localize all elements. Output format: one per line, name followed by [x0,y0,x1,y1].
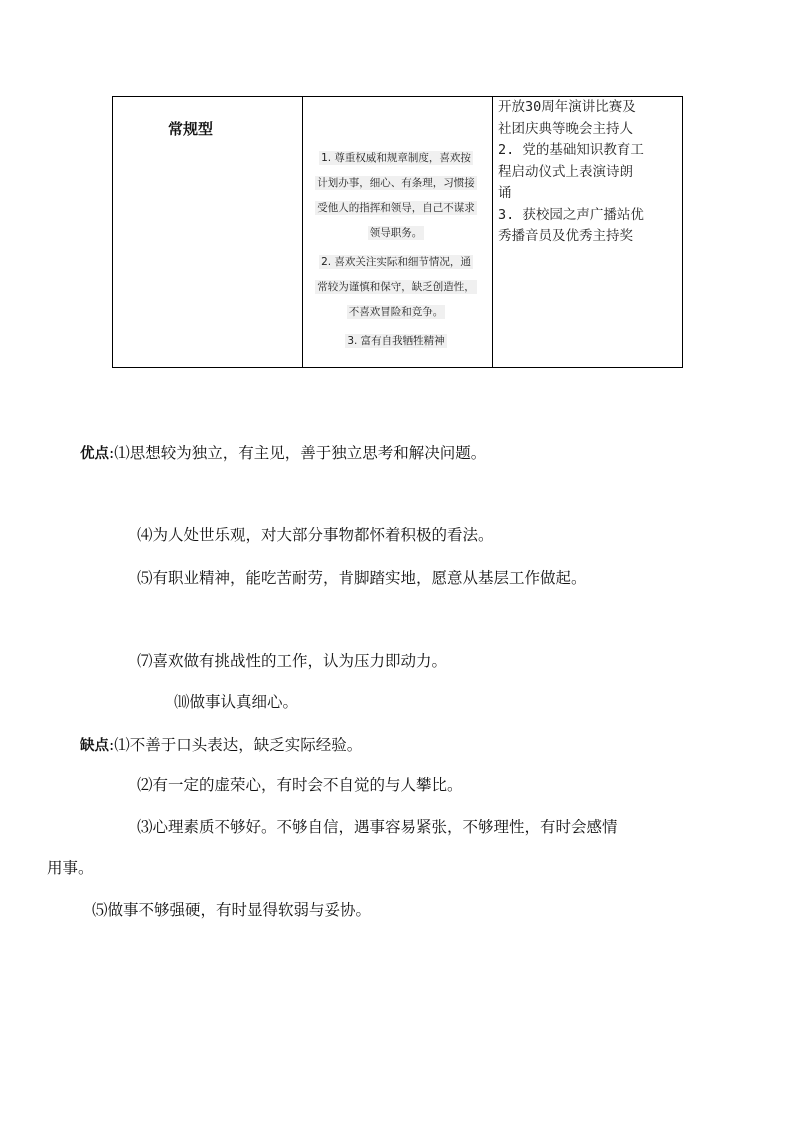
awards-list [498,97,676,248]
award-line: 2. 党的基础知识教育工 [498,142,644,158]
trait-line: 不喜欢冒险和竞争。 [348,306,444,318]
trait-line: 3. 富有自我牺牲精神 [347,335,445,347]
weaknesses-line [80,733,362,755]
strength-item: ⑷为人处世乐观，对大部分事物都怀着积极的看法。 [137,526,494,544]
strength-item: ⑺喜欢做有挑战性的工作，认为压力即动力。 [137,652,448,670]
trait-line: 受他人的指挥和领导，自己不谋求 [317,202,475,214]
award-line: 社团庆典等晚会主持人 [498,120,633,137]
weakness-item: ⑶心理素质不够好。不够自信，遇事容易紧张，不够理性，有时会感情 [137,818,618,836]
weakness-item: :⑴不善于口头表达，缺乏实际经验。 [109,736,363,754]
strength-item: ⑸有职业精神，能吃苦耐劳，肯脚踏实地，愿意从基层工作做起。 [137,569,587,587]
traits-list [306,146,486,354]
strengths-line [80,441,486,463]
trait-line: 领导职务。 [369,227,423,239]
strength-item: :⑴思想较为独立，有主见，善于独立思考和解决问题。 [109,444,487,462]
trait-line: 1. 尊重权威和规章制度，喜欢按 [321,152,471,164]
trait-line: 2. 喜欢关注实际和细节情况，通 [321,256,471,268]
weaknesses-label: 缺点 [80,738,109,754]
weakness-item: ⑸做事不够强硬，有时显得软弱与妥协。 [92,901,372,919]
strength-item: ⑽做事认真细心。 [174,693,299,711]
award-line: 3. 获校园之声广播站优 [498,206,644,223]
award-line: 程启动仪式上表演诗朗 [498,163,633,180]
strengths-label: 优点 [80,446,109,462]
trait-line: 常较为谨慎和保守，缺乏创造性， [317,281,475,293]
award-line: 开放30周年演讲比赛及 [498,99,636,115]
trait-line: 计划办事，细心、有条理，习惯接 [317,177,475,189]
weakness-item-continued: 用事。 [47,859,94,877]
award-line: 秀播音员及优秀主持奖 [498,228,633,244]
award-line: 诵 [498,185,512,201]
type-label: 常规型 [168,120,214,138]
weakness-item: ⑵有一定的虚荣心，有时会不自觉的与人攀比。 [137,776,463,794]
